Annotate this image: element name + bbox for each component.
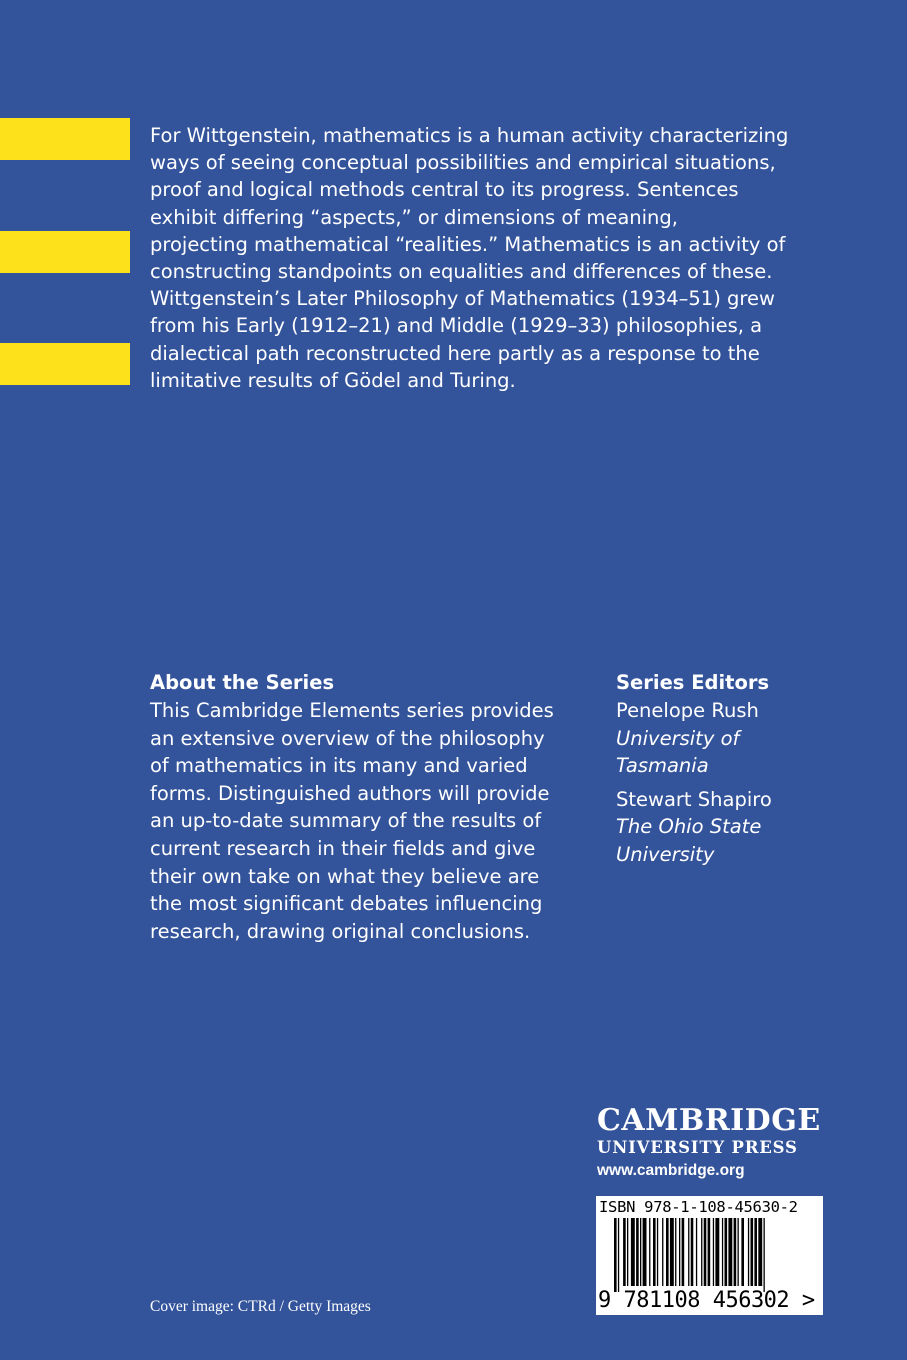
accent-bar-top — [0, 118, 130, 160]
barcode-bar — [701, 1218, 702, 1286]
affiliation-line: University of — [616, 726, 740, 750]
publisher-press: UNIVERSITY PRESS — [597, 1138, 798, 1157]
barcode-bar — [666, 1218, 669, 1286]
blurb-line: proof and logical methods central to its progress. Sentences — [150, 178, 739, 202]
publisher-logo — [597, 1104, 827, 1181]
editor-entry — [616, 786, 866, 869]
blurb-line: limitative results of Gödel and Turing. — [150, 368, 516, 392]
barcode-bar — [741, 1218, 744, 1286]
barcode-bar — [649, 1218, 650, 1286]
about-line: research, drawing original conclusions. — [150, 919, 531, 943]
isbn-barcode — [596, 1196, 823, 1315]
barcode-bar — [713, 1218, 714, 1286]
blurb-line: from his Early (1912–21) and Middle (1929–33) philosophies, a — [150, 314, 763, 338]
barcode-bar — [653, 1218, 656, 1286]
about-series-text — [150, 697, 590, 945]
barcode-bar — [679, 1218, 680, 1286]
about-series-heading: About the Series — [150, 671, 335, 694]
blurb-line: constructing standpoints on equalities and differences of these. — [150, 260, 773, 284]
about-line: current research in their fields and give — [150, 836, 536, 860]
barcode-bar — [764, 1218, 765, 1292]
about-line: forms. Distinguished authors will provide — [150, 781, 550, 805]
barcode-bar — [657, 1218, 658, 1286]
blurb-line: Wittgenstein’s Later Philosophy of Mathematics (1934–51) grew — [150, 287, 775, 311]
barcode-bar — [758, 1218, 762, 1286]
barcode-bar — [704, 1218, 707, 1286]
about-series-section — [150, 669, 590, 945]
blurb-line: dialectical path reconstructed here partly as a response to the — [150, 341, 760, 365]
barcode-bar — [754, 1218, 757, 1286]
barcode-bar — [675, 1218, 676, 1286]
book-blurb — [150, 122, 840, 394]
barcode-bar — [640, 1218, 641, 1286]
editor-entry — [616, 697, 866, 780]
about-line: the most significant debates influencing — [150, 892, 543, 916]
barcode-bar — [627, 1218, 628, 1286]
about-line: of mathematics in its many and varied — [150, 754, 528, 778]
barcode-bars — [614, 1218, 804, 1292]
about-line: This Cambridge Elements series provides — [150, 699, 554, 722]
barcode-bar — [618, 1218, 619, 1292]
blurb-line: projecting mathematical “realities.” Mathematics is an activity of — [150, 232, 786, 256]
publisher-url: www.cambridge.org — [597, 1162, 745, 1179]
about-line: an extensive overview of the philosophy — [150, 726, 545, 750]
barcode-bar — [623, 1218, 626, 1286]
editor-affiliation — [616, 813, 866, 868]
editor-affiliation — [616, 725, 866, 780]
blurb-line: ways of seeing conceptual possibilities and empirical situations, — [150, 151, 776, 175]
barcode-bar — [748, 1218, 749, 1286]
barcode-bar — [691, 1218, 694, 1286]
series-editors-heading: Series Editors — [616, 671, 770, 694]
barcode-bar — [688, 1218, 689, 1286]
publisher-name: CAMBRIDGE — [597, 1103, 821, 1138]
accent-bar-middle — [0, 231, 130, 273]
blurb-line: For Wittgenstein, mathematics is a human activity characterizing — [150, 124, 789, 147]
barcode-bar — [682, 1218, 685, 1286]
editor-name: Stewart Shapiro — [616, 787, 772, 811]
barcode-bar — [670, 1218, 674, 1286]
barcode-bar — [662, 1218, 663, 1286]
barcode-bar — [715, 1218, 719, 1286]
barcode-bar — [738, 1218, 739, 1286]
about-line: an up-to-date summary of the results of — [150, 809, 542, 833]
barcode-bar — [751, 1218, 754, 1286]
blurb-line: exhibit differing “aspects,” or dimensions of meaning, — [150, 205, 678, 229]
barcode-bar — [696, 1218, 697, 1286]
affiliation-line: University — [616, 842, 715, 866]
barcode-bar — [643, 1218, 647, 1286]
barcode-bar — [708, 1218, 711, 1286]
barcode-bar — [614, 1218, 617, 1292]
barcode-bar — [636, 1218, 639, 1286]
affiliation-line: The Ohio State — [616, 815, 762, 839]
accent-bar-bottom — [0, 343, 130, 385]
series-editors-section — [616, 669, 866, 875]
about-line: their own take on what they believe are — [150, 864, 540, 888]
barcode-bar — [728, 1218, 732, 1286]
barcode-bar — [631, 1218, 635, 1286]
barcode-bar — [734, 1218, 737, 1286]
affiliation-line: Tasmania — [616, 754, 709, 778]
editor-name: Penelope Rush — [616, 699, 759, 722]
barcode-bar — [722, 1218, 723, 1286]
isbn-label: ISBN 978-1-108-45630-2 — [599, 1198, 798, 1216]
barcode-bar — [725, 1218, 728, 1286]
cover-image-credit: Cover image: CTRd / Getty Images — [150, 1298, 371, 1315]
barcode-digits: 9 781108 456302 > — [598, 1288, 815, 1313]
